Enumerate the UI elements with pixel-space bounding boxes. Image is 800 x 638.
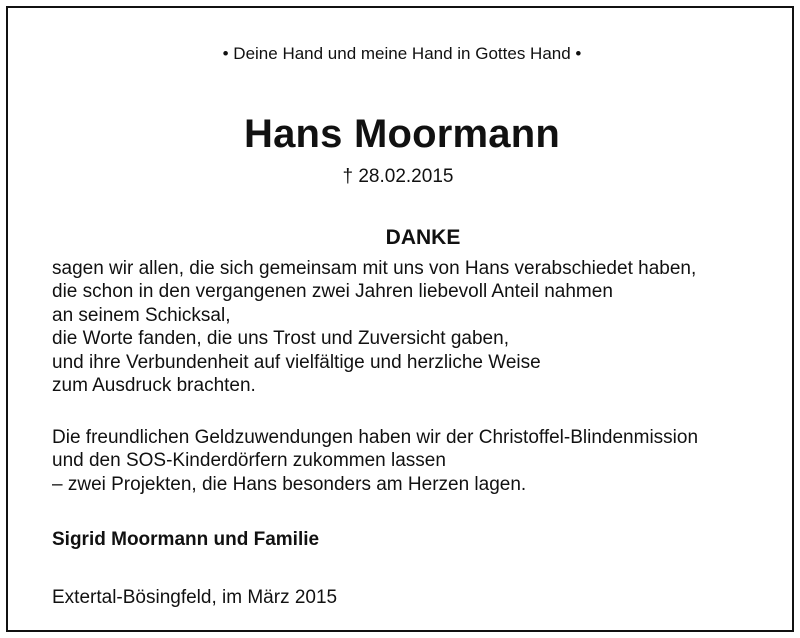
paragraph-line: an seinem Schicksal, [52, 304, 231, 326]
paragraph-line: Die freundlichen Geldzuwendungen haben wir der Christoffel-Blindenmission [52, 427, 699, 448]
paragraph-line: die schon in den vergangenen zwei Jahren liebevoll Anteil nahmen [52, 281, 613, 303]
paragraph-line: und den SOS-Kinderdörfern zukommen lassen [52, 450, 446, 472]
donation-paragraph [52, 426, 698, 496]
place-date: Extertal-Bösingfeld, im März 2015 [52, 587, 338, 608]
paragraph-line: zum Ausdruck brachten. [52, 375, 256, 397]
notice-frame [6, 6, 794, 632]
paragraph-line: – zwei Projekten, die Hans besonders am Herzen lagen. [52, 473, 527, 495]
signature: Sigrid Moormann und Familie [52, 529, 320, 550]
paragraph-line: und ihre Verbundenheit auf vielfältige und herzliche Weise [52, 351, 541, 373]
thanks-paragraph [52, 257, 696, 397]
death-date: † 28.02.2015 [342, 166, 454, 187]
paragraph-line: sagen wir allen, die sich gemeinsam mit uns von Hans verabschiedet haben, [52, 258, 697, 279]
deceased-name: Hans Moormann [244, 112, 560, 156]
motto-line: • Deine Hand und meine Hand in Gottes Hand • [222, 44, 582, 63]
paragraph-line: die Worte fanden, die uns Trost und Zuversicht gaben, [52, 328, 509, 350]
thanks-heading: DANKE [385, 226, 461, 249]
